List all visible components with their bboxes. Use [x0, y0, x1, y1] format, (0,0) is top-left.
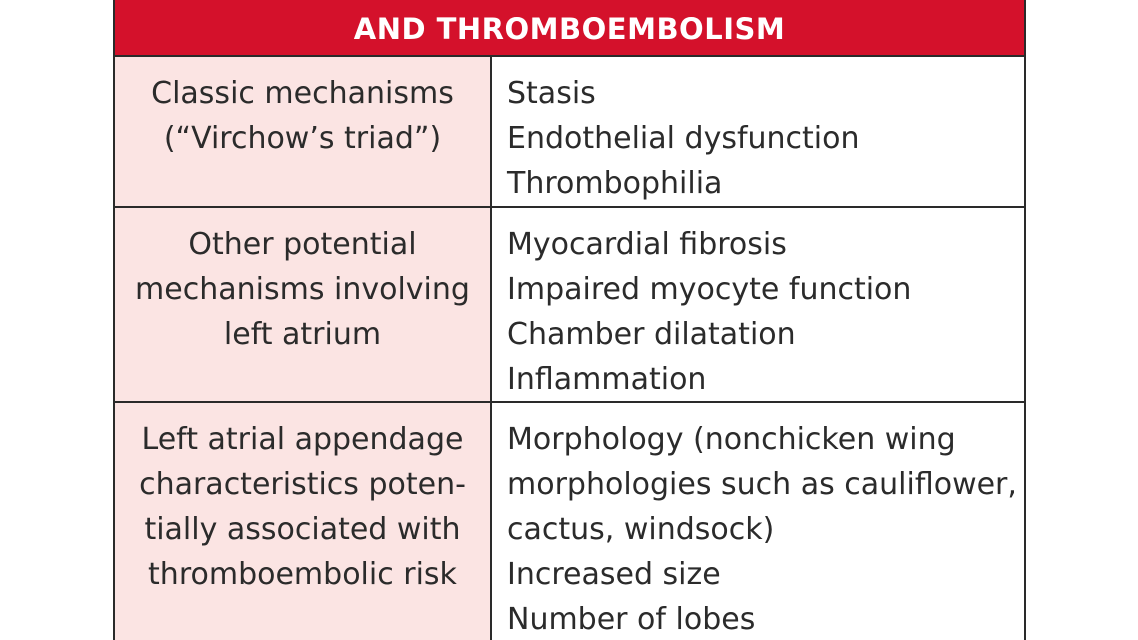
row-label-line: left atrium: [223, 317, 382, 352]
row-items-cell: [492, 403, 1024, 640]
table-row-appendage-characteristics: [115, 403, 1024, 640]
row-item: morphologies such as cauliflower,: [507, 467, 1017, 502]
row-label-line: Classic mechanisms: [151, 76, 454, 111]
row-item: cactus, windsock): [507, 512, 775, 547]
row-item: Number of lobes: [507, 602, 756, 637]
table-title: AND THROMBOEMBOLISM: [353, 12, 786, 46]
row-label-cell: [115, 403, 492, 640]
row-label-line: thromboembolic risk: [148, 557, 457, 592]
row-items-cell: [492, 208, 1024, 401]
table-row-classic-mechanisms: [115, 57, 1024, 208]
row-item: Morphology (nonchicken wing: [507, 422, 956, 457]
row-label-line: tially associated with: [144, 512, 461, 547]
mechanisms-table: [113, 0, 1026, 640]
row-item: Stasis: [507, 76, 596, 111]
row-item: Chamber dilatation: [507, 317, 796, 352]
row-item: Inflammation: [507, 362, 707, 397]
row-item: Increased size: [507, 557, 721, 592]
row-label-line: Other potential: [188, 227, 417, 262]
table-header: [115, 0, 1024, 57]
row-label-cell: [115, 208, 492, 401]
row-label-line: Left atrial appendage: [141, 422, 464, 457]
row-label-line: (“Virchow’s triad”): [163, 121, 442, 156]
row-label-line: characteristics poten-: [139, 467, 466, 502]
row-item: Myocardial fibrosis: [507, 227, 787, 262]
table-row-left-atrium-mechanisms: [115, 208, 1024, 403]
row-label-line: mechanisms involving: [135, 272, 470, 307]
row-label-cell: [115, 57, 492, 206]
row-item: Thrombophilia: [507, 166, 723, 201]
row-item: Endothelial dysfunction: [507, 121, 860, 156]
row-items-cell: [492, 57, 1024, 206]
row-item: Impaired myocyte function: [507, 272, 912, 307]
